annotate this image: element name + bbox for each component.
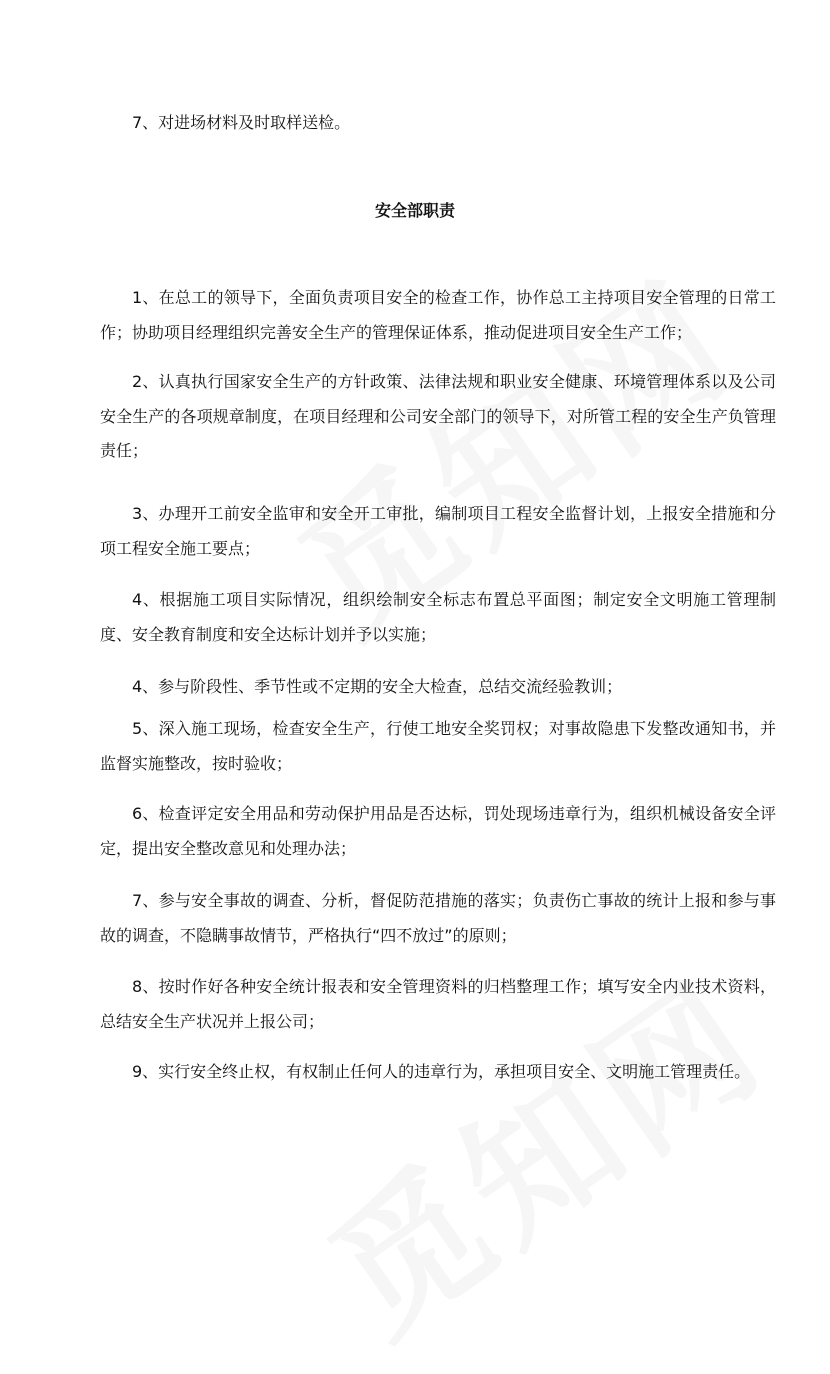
item-4a: 4、根据施工项目实际情况，组织绘制安全标志布置总平面图；制定安全文明施工管理制度、安全教育制度和安全达标计划并予以实施； — [100, 590, 776, 644]
item-7: 7、参与安全事故的调查、分析，督促防范措施的落实；负责伤亡事故的统计上报和参与事故的调查，不隐瞒事故情节，严格执行“四不放过”的原则； — [100, 891, 776, 945]
item-5: 5、深入施工现场，检查安全生产，行使工地安全奖罚权；对事故隐患下发整改通知书，并监督实施整改，按时验收； — [100, 719, 776, 773]
item-8: 8、按时作好各种安全统计报表和安全管理资料的归档整理工作；填写安全内业技术资料，总结安全生产状况并上报公司； — [100, 977, 776, 1031]
item-3: 3、办理开工前安全监审和安全开工审批，编制项目工程安全监督计划，上报安全措施和分项工程安全施工要点； — [100, 504, 776, 558]
intro-item: 7、对进场材料及时取样送检。 — [132, 113, 351, 132]
item-6: 6、检查评定安全用品和劳动保护用品是否达标，罚处现场违章行为，组织机械设备安全评定，提出安全整改意见和处理办法； — [100, 804, 776, 858]
item-1: 1、在总工的领导下，全面负责项目安全的检查工作，协作总工主持项目安全管理的日常工作；协助项目经理组织完善安全生产的管理保证体系，推动促进项目安全生产工作； — [100, 288, 776, 342]
item-4b: 4、参与阶段性、季节性或不定期的安全大检查，总结交流经验教训； — [132, 677, 623, 696]
item-9: 9、实行安全终止权，有权制止任何人的违章行为，承担项目安全、文明施工管理责任。 — [132, 1062, 751, 1081]
section-title: 安全部职责 — [374, 201, 455, 220]
item-2: 2、认真执行国家安全生产的方针政策、法律法规和职业安全健康、环境管理体系以及公司安全生产的各项规章制度，在项目经理和公司安全部门的领导下，对所管工程的安全生产负管理责任； — [100, 372, 776, 460]
